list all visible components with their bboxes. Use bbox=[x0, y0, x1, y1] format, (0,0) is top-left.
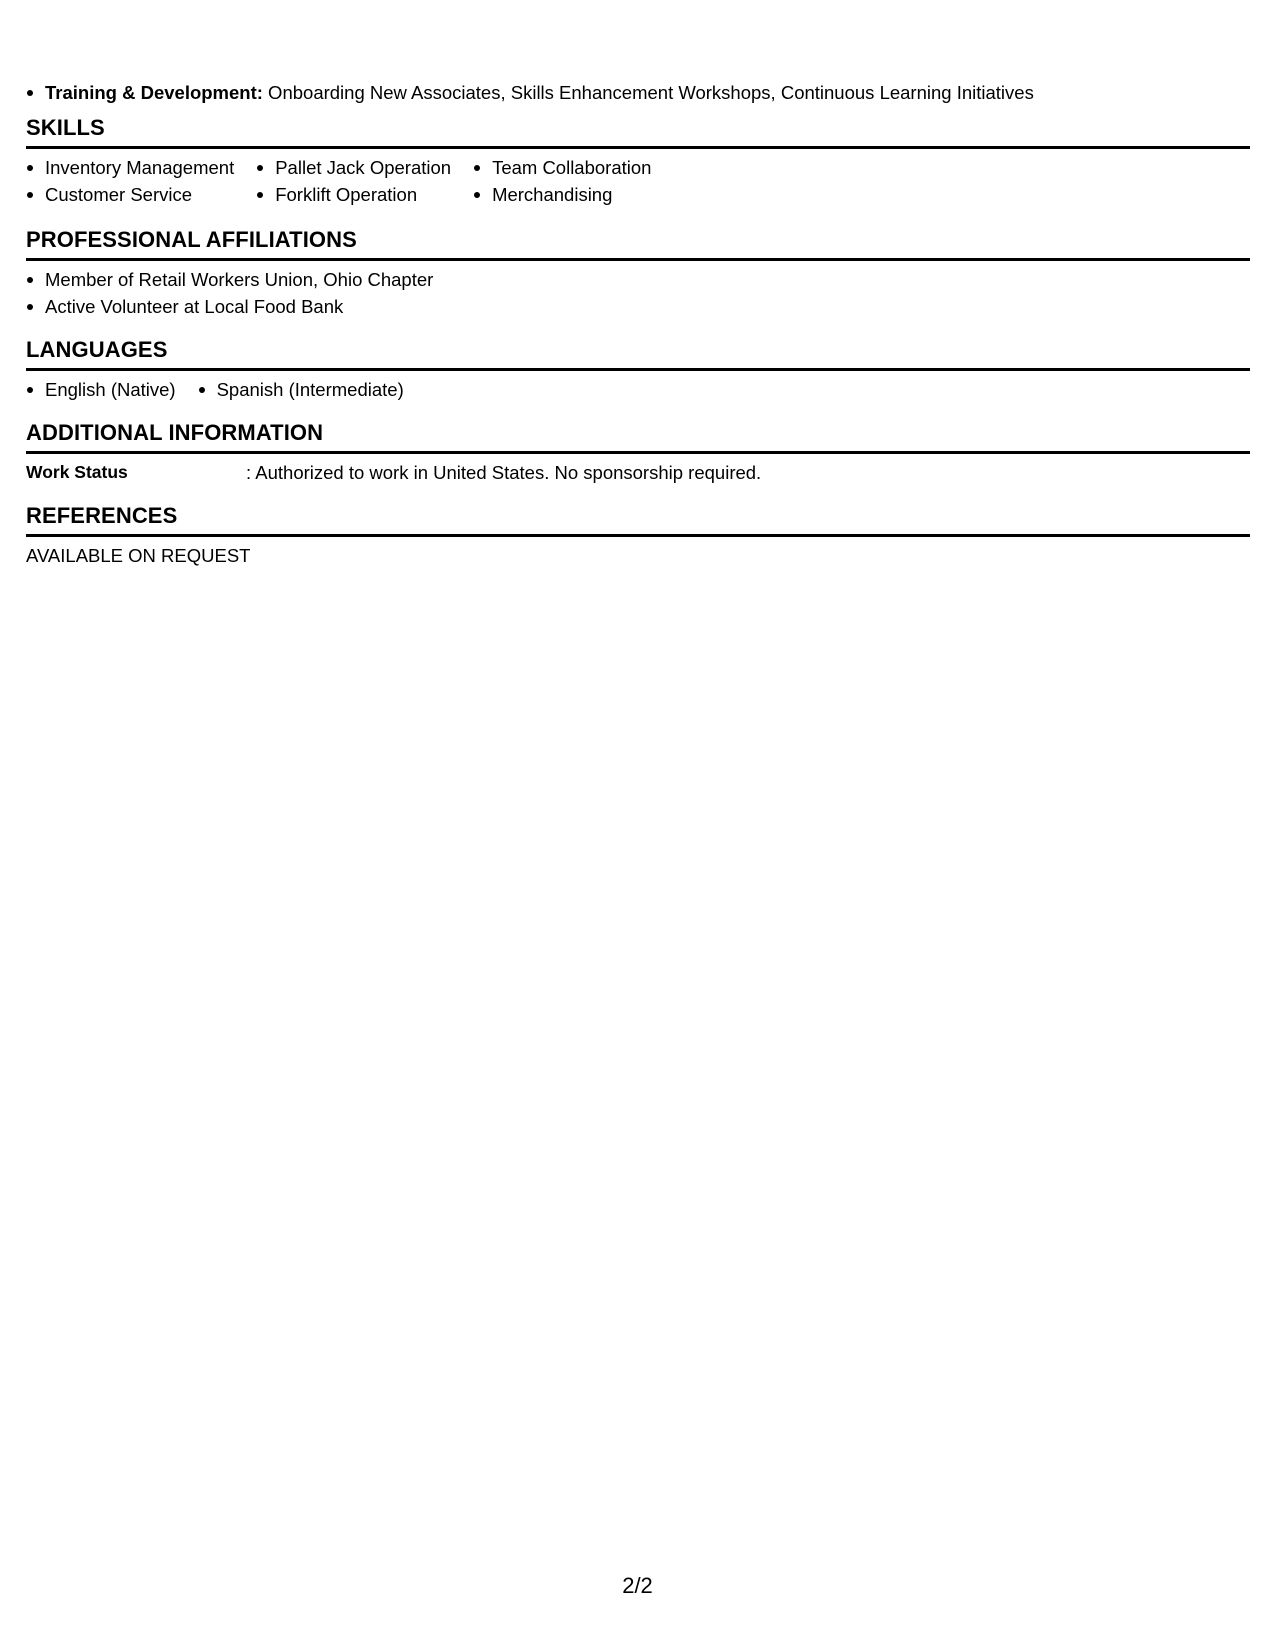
info-value: : Authorized to work in United States. No sponsorship required. bbox=[246, 462, 762, 483]
references-text: AVAILABLE ON REQUEST bbox=[26, 545, 251, 566]
language-item: English (Native) bbox=[26, 376, 176, 403]
references-section bbox=[26, 502, 1250, 569]
skills-column bbox=[26, 154, 234, 208]
affiliations-list bbox=[26, 266, 1250, 320]
languages-section bbox=[26, 336, 1250, 403]
affiliation-item: Active Volunteer at Local Food Bank bbox=[26, 293, 1250, 320]
skill-item: Inventory Management bbox=[26, 154, 234, 181]
section-title: PROFESSIONAL AFFILIATIONS bbox=[26, 226, 1250, 261]
resume-page bbox=[26, 0, 1250, 1650]
section-title: ADDITIONAL INFORMATION bbox=[26, 419, 1250, 454]
affiliation-item: Member of Retail Workers Union, Ohio Chapter bbox=[26, 266, 1250, 293]
skill-item: Forklift Operation bbox=[256, 181, 451, 208]
languages-list bbox=[26, 376, 1250, 403]
work-status-row bbox=[26, 459, 1250, 486]
language-item: Spanish (Intermediate) bbox=[198, 376, 404, 403]
skill-item: Customer Service bbox=[26, 181, 234, 208]
skills-section bbox=[26, 114, 1250, 208]
additional-info-section bbox=[26, 419, 1250, 486]
section-title: REFERENCES bbox=[26, 502, 1250, 537]
skill-item: Merchandising bbox=[473, 181, 651, 208]
list-item bbox=[26, 79, 1034, 106]
item-label: Training & Development: bbox=[45, 82, 263, 103]
experience-continued-list bbox=[26, 79, 1034, 106]
skill-item: Team Collaboration bbox=[473, 154, 651, 181]
info-label: Work Status bbox=[26, 462, 128, 482]
skill-item: Pallet Jack Operation bbox=[256, 154, 451, 181]
section-title: SKILLS bbox=[26, 114, 1250, 149]
skills-column bbox=[256, 154, 451, 208]
item-text: Onboarding New Associates, Skills Enhancement Workshops, Continuous Learning Initiatives bbox=[262, 82, 1034, 103]
skills-columns bbox=[26, 154, 1250, 208]
skills-column bbox=[473, 154, 651, 208]
affiliations-section bbox=[26, 226, 1250, 320]
section-title: LANGUAGES bbox=[26, 336, 1250, 371]
page-number: 2/2 bbox=[622, 1573, 653, 1598]
additional-info-body bbox=[26, 459, 1250, 486]
